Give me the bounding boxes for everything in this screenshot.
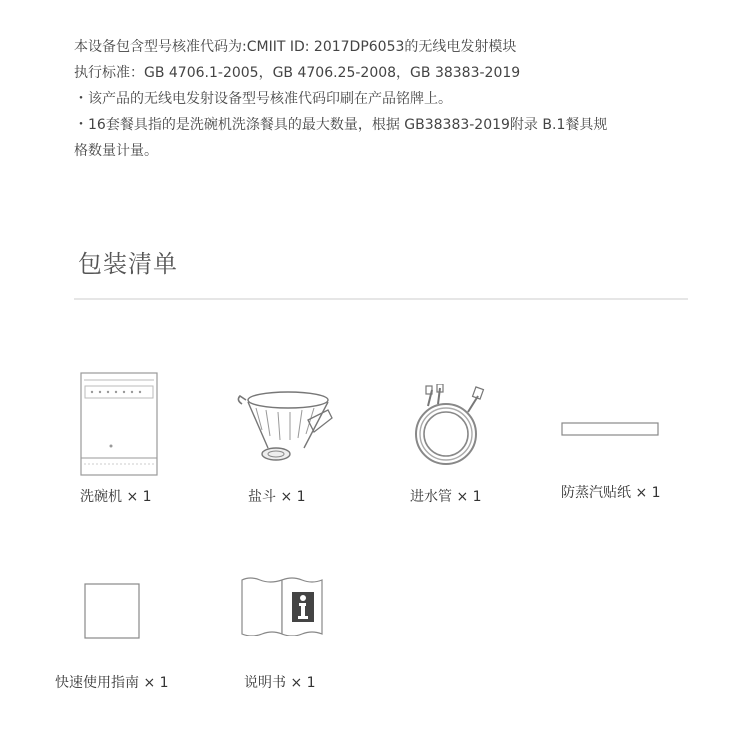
note-line: 执行标准：GB 4706.1-2005，GB 4706.25-2008，GB 38383-2019 <box>74 65 521 81</box>
item-label-steam-sticker: 防蒸汽贴纸 × 1 <box>561 485 661 501</box>
quick-guide-icon <box>84 583 140 639</box>
item-label-quick-guide: 快速使用指南 × 1 <box>55 675 169 691</box>
divider <box>74 298 688 300</box>
item-label-salt-funnel: 盐斗 × 1 <box>248 489 306 505</box>
steam-sticker-icon <box>561 422 659 436</box>
section-title: 包装清单 <box>78 250 178 278</box>
notes-block <box>74 34 694 164</box>
item-label-dishwasher: 洗碗机 × 1 <box>80 489 152 505</box>
salt-funnel-icon <box>232 384 336 466</box>
inlet-hose-icon <box>408 384 492 474</box>
note-line: ・16套餐具指的是洗碗机洗涤餐具的最大数量，根据 GB38383-2019附录 B.1餐具规 <box>74 117 608 133</box>
dishwasher-icon <box>80 372 158 476</box>
note-line: 格数量计量。 <box>74 143 158 159</box>
note-line: ・该产品的无线电发射设备型号核准代码印刷在产品铭牌上。 <box>74 91 452 107</box>
item-label-inlet-hose: 进水管 × 1 <box>410 489 482 505</box>
manual-icon <box>240 576 324 636</box>
item-label-manual: 说明书 × 1 <box>244 675 316 691</box>
note-line: 本设备包含型号核准代码为:CMIIT ID: 2017DP6053的无线电发射模块 <box>74 39 517 55</box>
